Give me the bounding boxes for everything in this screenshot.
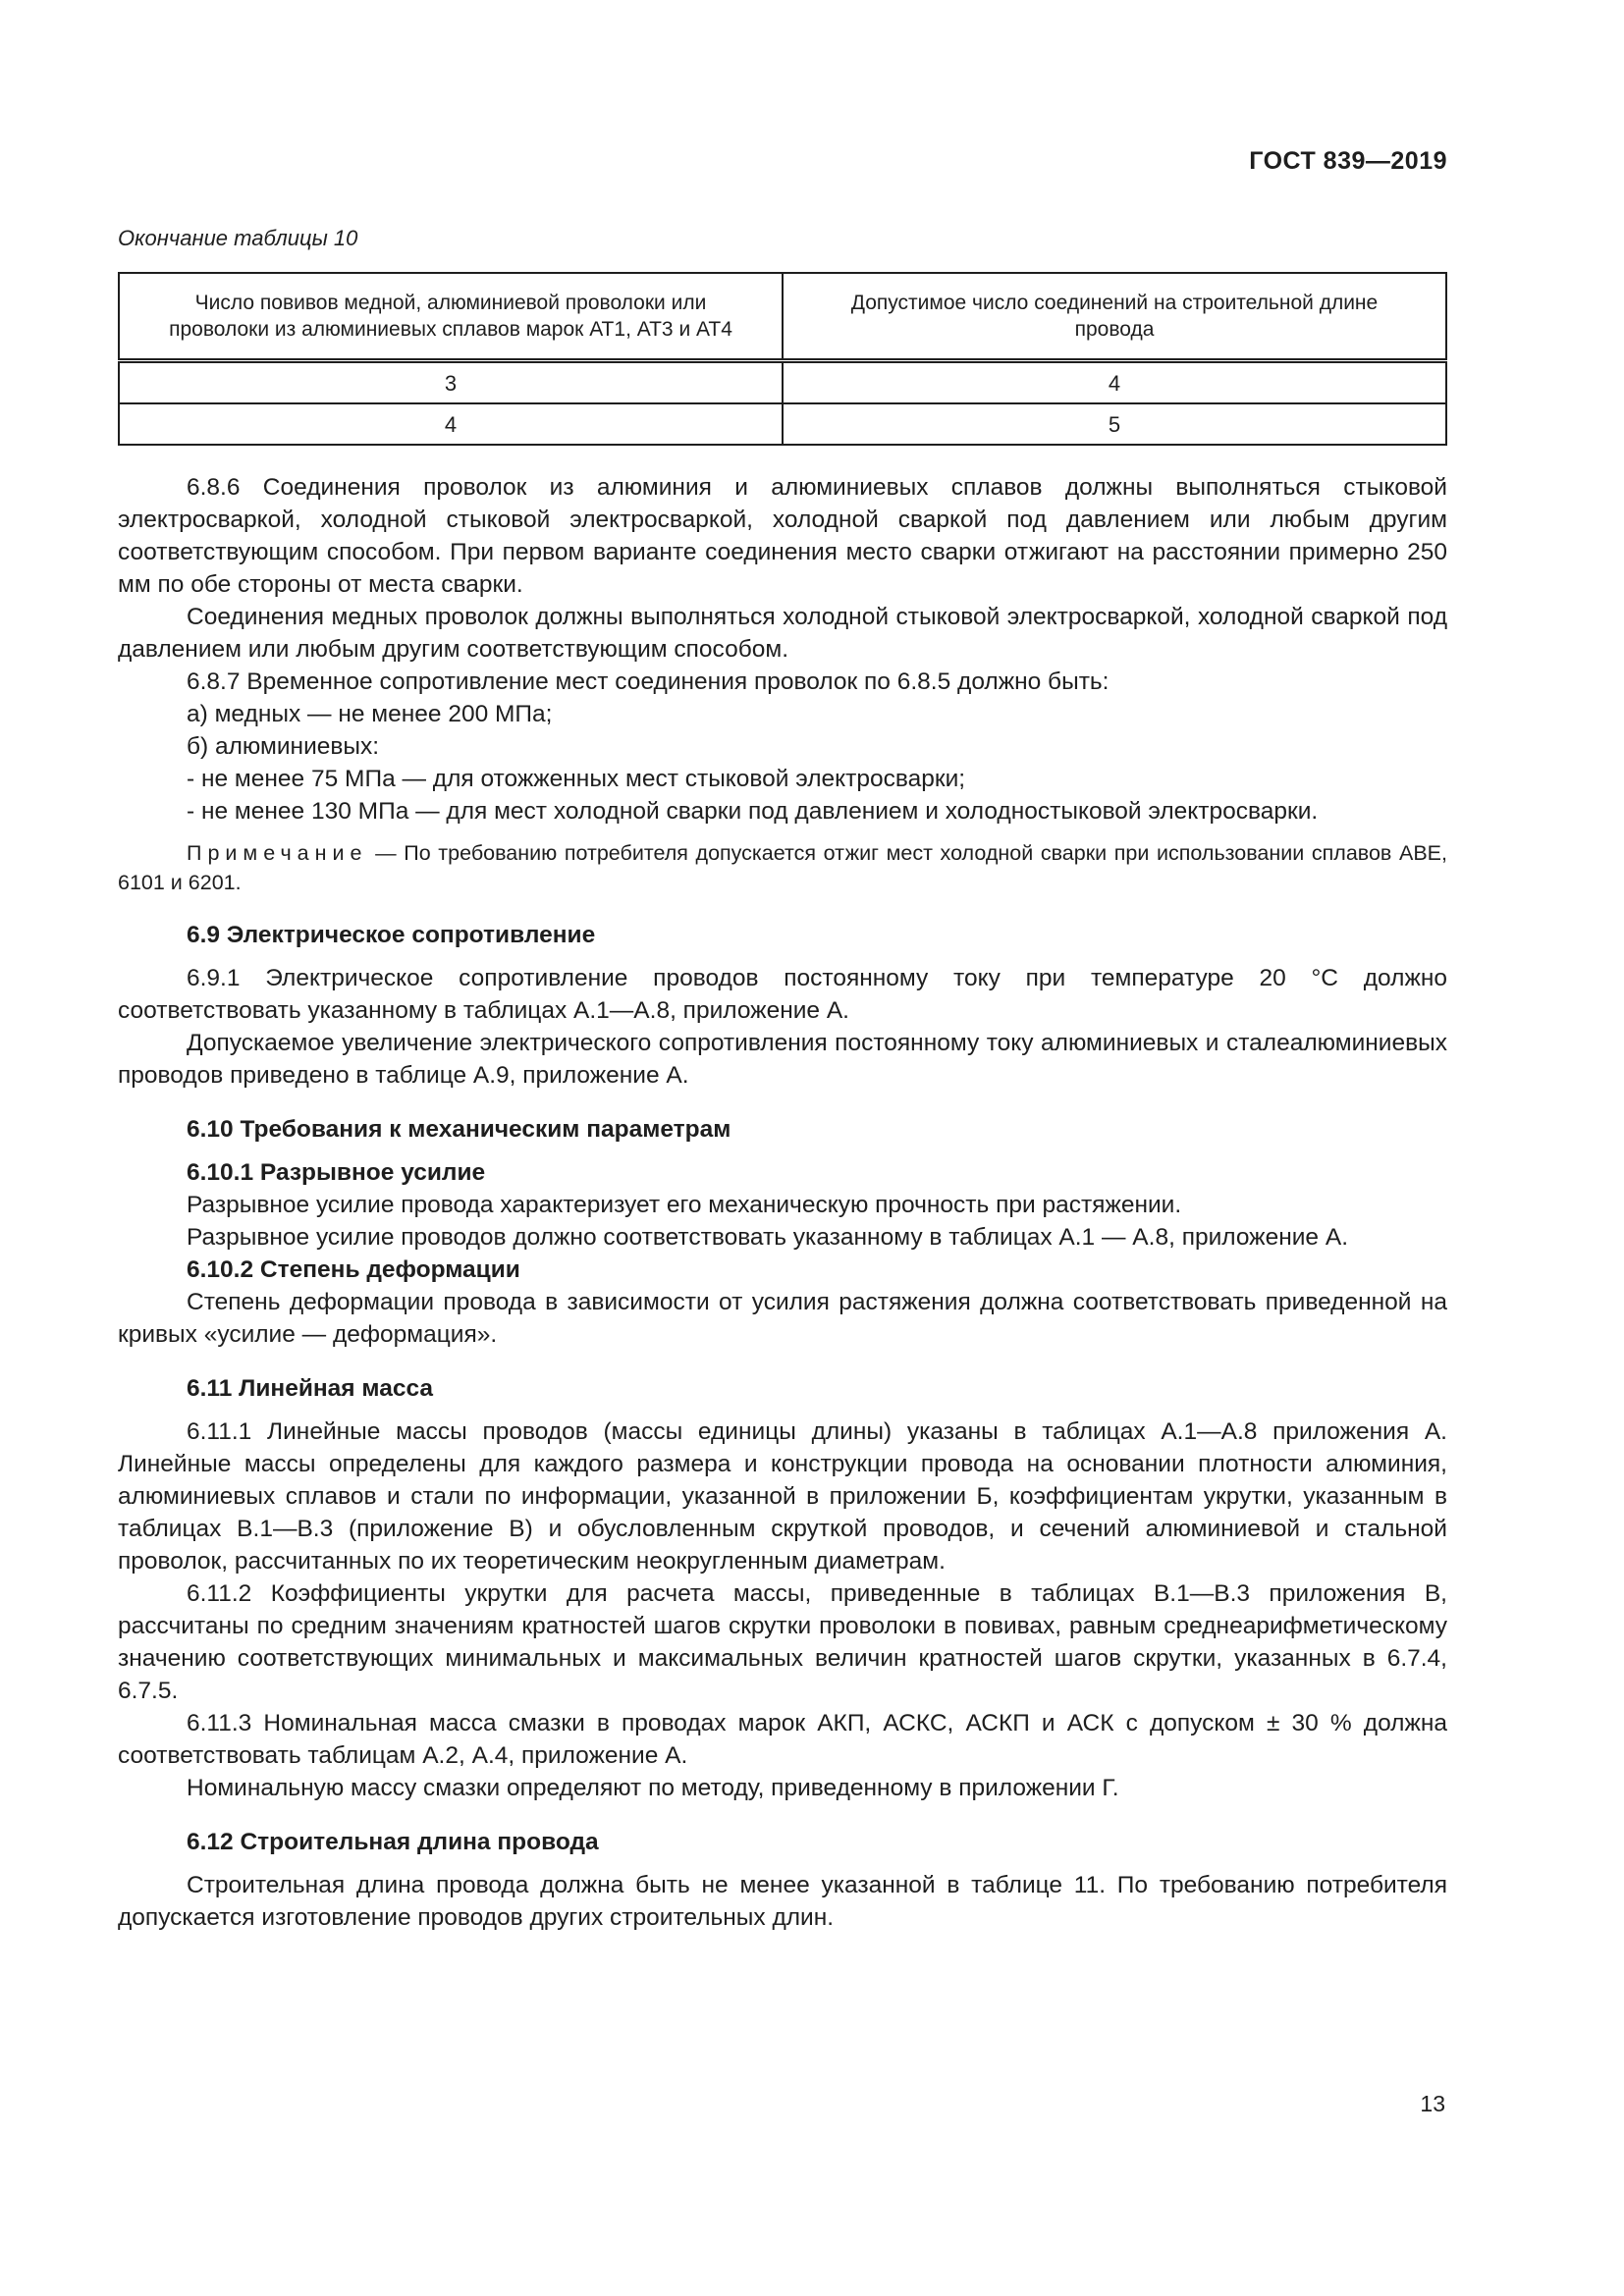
- section-heading-6-11: 6.11 Линейная масса: [187, 1375, 434, 1402]
- paragraph-6-8-6-copper: Соединения медных проволок должны выполняться холодной стыковой электросваркой, холодной сваркой под давлением или любым другим соответствующим способом.: [118, 604, 1447, 663]
- table-column-header: Допустимое число соединений на строительной длине провода: [783, 273, 1446, 361]
- table-row: [119, 361, 1446, 404]
- paragraph-6-11-1: 6.11.1 Линейные массы проводов (массы единицы длины) указаны в таблицах А.1—А.8 приложения А. Линейные массы определены для каждого размера и конструкции провода на основании плотности алюминия, алюминиевых сплавов и стали по информации, указанной в приложении Б, коэффициентам укрутки, указанным в таблицах В.1—В.3 (приложение В) и обусловленным скруткой проводов, и сечений алюминиевой и стальной проволок, рассчитанных по их теоретическим неокругленным диаметрам.: [118, 1418, 1447, 1575]
- document-body: [118, 471, 1447, 1934]
- table-row: [119, 403, 1446, 445]
- paragraph-6-10-1-a: Разрывное усилие провода характеризует его механическую прочность при растяжении.: [187, 1192, 1182, 1218]
- paragraph-6-10-2: Степень деформации провода в зависимости от усилия растяжения должна соответствовать приведенной на кривых «усилие — деформация».: [118, 1289, 1447, 1348]
- paragraph-6-12: Строительная длина провода должна быть не менее указанной в таблице 11. По требованию потребителя допускается изготовление проводов других строительных длин.: [118, 1872, 1447, 1931]
- list-item: б) алюминиевых:: [187, 733, 380, 760]
- list-item: а) медных — не менее 200 МПа;: [187, 701, 553, 727]
- note-label: Примечание: [187, 841, 368, 865]
- paragraph-6-9-1: 6.9.1 Электрическое сопротивление проводов постоянному току при температуре 20 °С должно соответствовать указанному в таблицах А.1—А.8, приложение А.: [118, 965, 1447, 1024]
- table-10: [118, 272, 1447, 446]
- paragraph-6-9-1-increase: Допускаемое увеличение электрического сопротивления постоянному току алюминиевых и сталеалюминиевых проводов приведено в таблице А.9, приложение А.: [118, 1030, 1447, 1089]
- list-item: - не менее 75 МПа — для отожженных мест стыковой электросварки;: [187, 766, 966, 792]
- list-item: - не менее 130 МПа — для мест холодной сварки под давлением и холодностыковой электросварки.: [187, 798, 1319, 825]
- paragraph-6-11-3: 6.11.3 Номинальная масса смазки в проводах марок АКП, АСКС, АСКП и АСК с допуском ± 30 % должна соответствовать таблицам А.2, А.4, приложение А.: [118, 1710, 1447, 1769]
- note-text: — По требованию потребителя допускается отжиг мест холодной сварки при использовании сплавов АВЕ, 6101 и 6201.: [118, 841, 1447, 894]
- table-column-header: Число повивов медной, алюминиевой проволоки или проволоки из алюминиевых сплавов марок АТ1, АТ3 и АТ4: [119, 273, 783, 361]
- note: [118, 838, 1447, 897]
- section-heading-6-9: 6.9 Электрическое сопротивление: [187, 922, 596, 948]
- paragraph-6-8-7: 6.8.7 Временное сопротивление мест соединения проволок по 6.8.5 должно быть:: [187, 668, 1110, 695]
- paragraph-6-10-1-b: Разрывное усилие проводов должно соответствовать указанному в таблицах А.1 — А.8, приложение А.: [187, 1224, 1348, 1251]
- subsection-heading-6-10-2: 6.10.2 Степень деформации: [187, 1256, 520, 1283]
- table-header-row: [119, 273, 1446, 361]
- table-caption: Окончание таблицы 10: [118, 226, 358, 250]
- paragraph-6-8-6: 6.8.6 Соединения проволок из алюминия и алюминиевых сплавов должны выполняться стыковой электросваркой, холодной стыковой электросваркой, холодной сваркой под давлением или любым другим соответствующим способом. При первом варианте соединения место сварки отжигают на расстоянии примерно 250 мм по обе стороны от места сварки.: [118, 474, 1447, 598]
- subsection-heading-6-10-1: 6.10.1 Разрывное усилие: [187, 1159, 486, 1186]
- section-heading-6-12: 6.12 Строительная длина провода: [187, 1829, 599, 1855]
- paragraph-6-11-2: 6.11.2 Коэффициенты укрутки для расчета массы, приведенные в таблицах В.1—В.3 приложения В, рассчитаны по средним значениям кратностей шагов скрутки проволоки в повивах, равным среднеарифметическому значению соответствующих минимальных и максимальных величин кратностей шагов скрутки, указанных в 6.7.4, 6.7.5.: [118, 1580, 1447, 1704]
- section-heading-6-10: 6.10 Требования к механическим параметрам: [187, 1116, 731, 1143]
- table-cell: 4: [119, 403, 783, 445]
- page-number: 13: [1420, 2091, 1445, 2116]
- document-header: ГОСТ 839—2019: [1249, 147, 1447, 175]
- paragraph-6-11-3-method: Номинальную массу смазки определяют по методу, приведенному в приложении Г.: [187, 1775, 1119, 1801]
- table-cell: 3: [119, 361, 783, 404]
- table-cell: 4: [783, 361, 1446, 404]
- table-cell: 5: [783, 403, 1446, 445]
